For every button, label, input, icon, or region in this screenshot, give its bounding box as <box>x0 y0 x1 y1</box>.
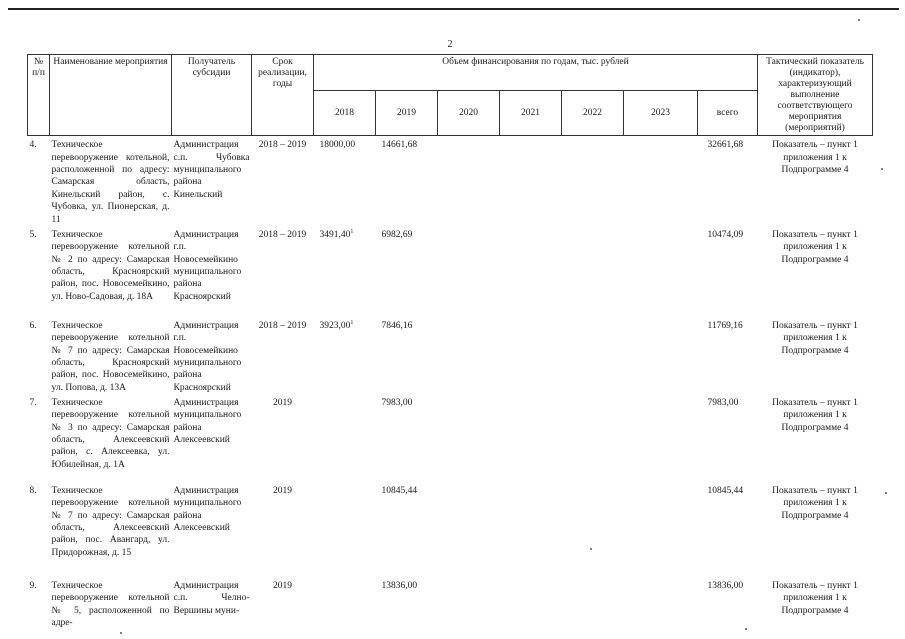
funding-total: 10845,44 <box>707 485 744 496</box>
subsidy-recipient: Администрация с.п. Челно-Вершины муни- <box>173 580 250 616</box>
measure-name: Техническое перевооружение котельной № 3 по адресу: Самарская область, Алексеевский район, с. Алексеевка, ул. Юбилейная, д. 1А <box>51 397 170 470</box>
tactical-indicator: Показатель – пункт 1 приложения 1 к Подпрограмме 4 <box>772 485 858 521</box>
funding-2023 <box>624 226 698 317</box>
scan-speck <box>881 168 883 170</box>
scan-speck <box>858 19 860 21</box>
funding-2022 <box>562 482 624 577</box>
subsidy-recipient: Администрация г.п. Новосемейкино муниципального района Красноярский <box>173 229 242 302</box>
table-header <box>28 55 873 136</box>
funding-2022 <box>562 136 624 226</box>
implementation-period: 2019 <box>273 397 292 408</box>
funding-2020 <box>438 317 500 394</box>
measure-name: Техническое перевооружение котельной № 7 по адресу: Самарская область, Алексеевский район, пос. Авангард, ул. Придорожная, д. 15 <box>51 485 170 558</box>
table-row <box>28 577 873 629</box>
table-body <box>28 136 873 629</box>
measure-name: Техническое перевооружение котельной № 5, расположенной по адре- <box>51 580 170 628</box>
page-number: 2 <box>447 39 453 50</box>
header-num: № п/п <box>28 55 50 136</box>
implementation-period: 2018 – 2019 <box>258 140 307 151</box>
funding-2022 <box>562 577 624 629</box>
header-financing: Объем финансирования по годам, тыс. рублей <box>314 55 758 91</box>
implementation-period: 2019 <box>273 580 292 591</box>
measure-name: Техническое перевооружение котельной № 7 по адресу: Самарская область, Красноярский район, пос. Новосемейкино, ул. Попова, д. 13А <box>51 320 170 393</box>
subsidy-recipient: Администрация с.п. Чубовка муниципального района Кинельский <box>173 140 250 200</box>
footnote-mark: 1 <box>350 228 354 235</box>
funding-2018-value: 18000,00 <box>319 140 356 151</box>
funding-2021 <box>500 136 562 226</box>
table-row <box>28 317 873 394</box>
financing-table <box>27 54 873 629</box>
implementation-period: 2019 <box>273 485 292 496</box>
page-top-border <box>8 8 899 10</box>
tactical-indicator: Показатель – пункт 1 приложения 1 к Подпрограмме 4 <box>772 320 858 356</box>
funding-2022 <box>562 317 624 394</box>
funding-2023 <box>624 577 698 629</box>
funding-2021 <box>500 226 562 317</box>
funding-2019: 14661,68 <box>381 140 418 151</box>
scan-speck <box>745 628 747 630</box>
row-number: 6. <box>29 320 37 331</box>
scan-speck <box>590 548 592 550</box>
funding-2018 <box>314 577 376 629</box>
funding-total: 7983,00 <box>707 397 739 408</box>
funding-2023 <box>624 482 698 577</box>
row-number: 8. <box>29 485 37 496</box>
table-row <box>28 136 873 226</box>
funding-2021 <box>500 317 562 394</box>
measure-name: Техническое перевооружение котельной, расположенной по адресу: Самарская область, Кинельский район, с. Чубовка, ул. Пионерская, д. 11 <box>51 140 170 225</box>
implementation-period: 2018 – 2019 <box>258 229 307 240</box>
table-row <box>28 482 873 577</box>
scan-speck <box>120 632 122 634</box>
scan-speck <box>885 492 887 494</box>
funding-2018-value: 3491,40 <box>319 229 351 240</box>
funding-2019: 13836,00 <box>381 580 418 591</box>
funding-2020 <box>438 226 500 317</box>
funding-2019: 6982,69 <box>381 229 413 240</box>
row-number: 9. <box>29 580 37 591</box>
row-number: 5. <box>29 229 37 240</box>
measure-name: Техническое перевооружение котельной № 2 по адресу: Самарская область, Красноярский район, пос. Новосемейкино, ул. Ново-Садовая, д. 18А <box>51 229 170 302</box>
header-year-2018: 2018 <box>314 91 376 136</box>
tactical-indicator: Показатель – пункт 1 приложения 1 к Подпрограмме 4 <box>772 397 858 433</box>
tactical-indicator: Показатель – пункт 1 приложения 1 к Подпрограмме 4 <box>772 229 858 265</box>
funding-2019: 7983,00 <box>381 397 413 408</box>
header-year-2022: 2022 <box>562 91 624 136</box>
header-year-2023: 2023 <box>624 91 698 136</box>
funding-total: 32661,68 <box>707 140 744 151</box>
header-recipient: Получатель субсидии <box>172 55 252 136</box>
implementation-period: 2018 – 2019 <box>258 320 307 331</box>
funding-2021 <box>500 394 562 482</box>
header-year-2021: 2021 <box>500 91 562 136</box>
table-row <box>28 394 873 482</box>
funding-2023 <box>624 136 698 226</box>
funding-total: 11769,16 <box>707 320 743 331</box>
funding-2018 <box>314 317 376 394</box>
funding-total: 13836,00 <box>707 580 744 591</box>
subsidy-recipient: Администрация г.п. Новосемейкино муниципального района Красноярский <box>173 320 242 393</box>
funding-2020 <box>438 394 500 482</box>
header-year-2020: 2020 <box>438 91 500 136</box>
funding-2018-value: 3923,00 <box>319 320 351 331</box>
tactical-indicator: Показатель – пункт 1 приложения 1 к Подпрограмме 4 <box>772 140 858 176</box>
funding-2019: 7846,16 <box>381 320 413 331</box>
funding-2023 <box>624 394 698 482</box>
funding-2019: 10845,44 <box>381 485 418 496</box>
funding-2018 <box>314 136 376 226</box>
funding-2021 <box>500 482 562 577</box>
funding-2022 <box>562 226 624 317</box>
header-year-2019: 2019 <box>376 91 438 136</box>
header-indicator: Тактический показатель (индикатор), характеризующий выполнение соответствующего мероприятия (мероприятий) <box>758 55 873 136</box>
funding-2018 <box>314 226 376 317</box>
funding-2020 <box>438 577 500 629</box>
row-number: 7. <box>29 397 37 408</box>
header-total: всего <box>698 91 758 136</box>
subsidy-recipient: Администрация муниципального района Алексеевский <box>173 485 242 533</box>
funding-2023 <box>624 317 698 394</box>
funding-2021 <box>500 577 562 629</box>
header-period: Срок реализации, годы <box>252 55 314 136</box>
tactical-indicator: Показатель – пункт 1 приложения 1 к Подпрограмме 4 <box>772 580 858 616</box>
subsidy-recipient: Администрация муниципального района Алексеевский <box>173 397 242 445</box>
row-number: 4. <box>29 140 37 151</box>
funding-2020 <box>438 136 500 226</box>
funding-2018 <box>314 482 376 577</box>
funding-total: 10474,09 <box>707 229 744 240</box>
funding-2018 <box>314 394 376 482</box>
funding-2022 <box>562 394 624 482</box>
table-row <box>28 226 873 317</box>
header-name: Наименование мероприятия <box>50 55 172 136</box>
footnote-mark: 1 <box>350 319 354 326</box>
funding-2020 <box>438 482 500 577</box>
